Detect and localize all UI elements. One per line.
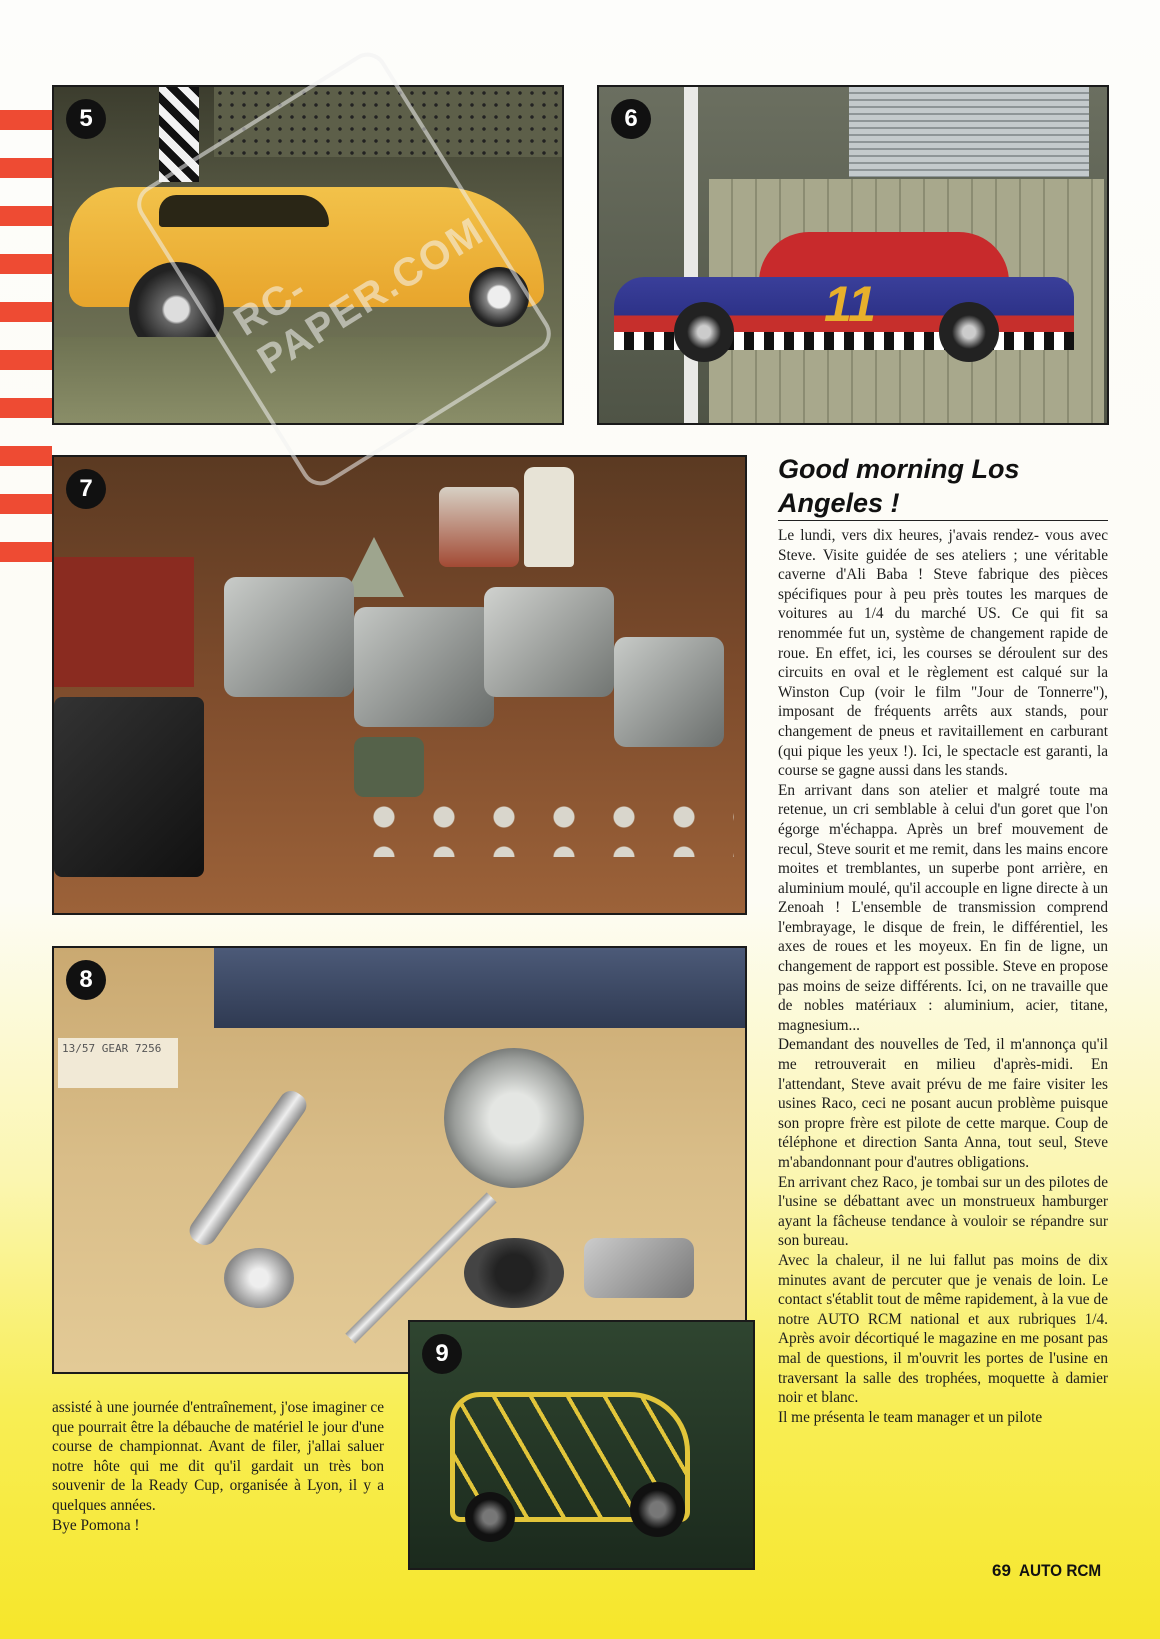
oil-bottle [524,467,574,567]
wheel-hub [224,1248,294,1308]
gear-box-label: 13/57 GEAR 7256 [58,1038,178,1088]
brake-plate [584,1238,694,1298]
red-toolbox [54,557,194,687]
ring-gear [464,1238,564,1308]
chassis-wheel [465,1492,515,1542]
paragraph: Avec la chaleur, il ne lui fallut pas moins de dix minutes avant de percuter que je venais de loin. Le contact s'établit tout de même rapidement, à la vue de notre AUTO RCM national et aux rubriques 1/4. Après avoir décortiqué le magazine en me posant pas mal de questions, il m'ouvrit les portes de l'usine en traversant la salle des trophées, moquette à damier noir et blanc. [778,1251,1108,1407]
photo-7 [52,455,747,915]
page-number: 69 [992,1561,1011,1580]
front-wheel [674,302,734,362]
differential-housing [444,1048,584,1188]
scattered-parts [354,797,734,857]
article-left-column [52,1398,384,1535]
paragraph: En arrivant chez Raco, je tombai sur un des pilotes de l'usine se débattant avec un monstrueux hamburger ayant la fâcheuse tendance à vouloir se répandre sur son bureau. [778,1173,1108,1250]
article-right-column [778,526,1108,1427]
photo-number-badge: 9 [422,1334,462,1374]
blue-toolbox [214,948,747,1028]
black-engine [54,697,204,877]
green-part [354,737,424,797]
paragraph: Le lundi, vers dix heures, j'avais rendez- vous avec Steve. Visite guidée de ses ateliers ; une véritable caverne d'Ali Baba ! Steve fabrique des pièces spécifiques pour à peu près toutes les marques de voitures au 1/4 du marché US. Ce qui fit sa renommée fut un, système de changement rapide de roue. En effet, ici, les courses se déroulent sur des circuits en oval et le règlement est calqué sur la Winston Cup (voir le film "Jour de Tonnerre"), imposant de fréquents arrêts aux stands, pour changement de pneus et ravitaillement en carburant (qui pique les yeux !). Ici, le spectacle est garanti, la course se gagne aussi dans les stands. [778,527,1108,780]
paragraph: assisté à une journée d'entraînement, j'ose imaginer ce que pourrait être la débauche de matériel le jour d'une course de championnat. Avant de filer, j'allai saluer notre hôte qui me dit qu'il gardait un très bon souvenir de la Ready Cup, organisée à Lyon, il y a quelques années. [52,1399,384,1514]
car-number: 11 [824,276,876,332]
paragraph: En arrivant dans son atelier et malgré toute ma retenue, un cri semblable à celui d'un goret que l'on égorge m'échappa. Après un bref mouvement de recul, Steve sourit et me remit, dans les mains encore moites et tremblantes, un superbe pont arrière, en aluminium moulé, qu'il accouple en ligne directe à un Zenoah ! L'ensemble de transmission comprend l'embrayage, le disque de frein, le différentiel, les axes de roues et les moyeux. En fin de ligne, un changement de rapport est possible. Steve en propose pas moins de seize différents. Ici, on ne travaille que de nobles matériaux : aluminium, acier, titane, magnesium... [778,781,1108,1034]
aluminium-tube [185,1086,311,1250]
rear-wheel [939,302,999,362]
engine-block [614,637,724,747]
watermark-text: RC-PAPER.COM [226,208,492,383]
photo-number-badge: 8 [66,960,106,1000]
photo-number-badge: 7 [66,469,106,509]
paragraph: Bye Pomona ! [52,1516,140,1534]
engine-block [354,607,494,727]
article-heading: Good morning Los Angeles ! [778,452,1108,521]
window-blinds [849,87,1089,177]
stand-pole [684,87,698,425]
paragraph: Il me présenta le team manager et un pilote [778,1408,1043,1426]
photo-9 [408,1320,755,1570]
chassis-wheel [630,1482,685,1537]
magazine-name: AUTO RCM [1018,1561,1102,1580]
photo-8 [52,946,747,1374]
engine-block [484,587,614,697]
photo-6 [597,85,1109,425]
page-footer [992,1561,1110,1581]
paint-can [439,487,519,567]
stock-car-roof [759,232,1009,282]
engine-block [224,577,354,697]
photo-number-badge: 5 [66,99,106,139]
paragraph: Demandant des nouvelles de Ted, il m'annonça qu'il me retrouverait en milieu d'après-midi. En l'attendant, Steve avait prévu de me faire visiter les usines Raco, ceci ne posant aucun problème puisque son propre frère est pilote de cette marque. Coup de téléphone et direction Santa Anna, tout seul, Steve m'abandonnant pour d'autres obligations. [778,1036,1108,1171]
photo-number-badge: 6 [611,99,651,139]
